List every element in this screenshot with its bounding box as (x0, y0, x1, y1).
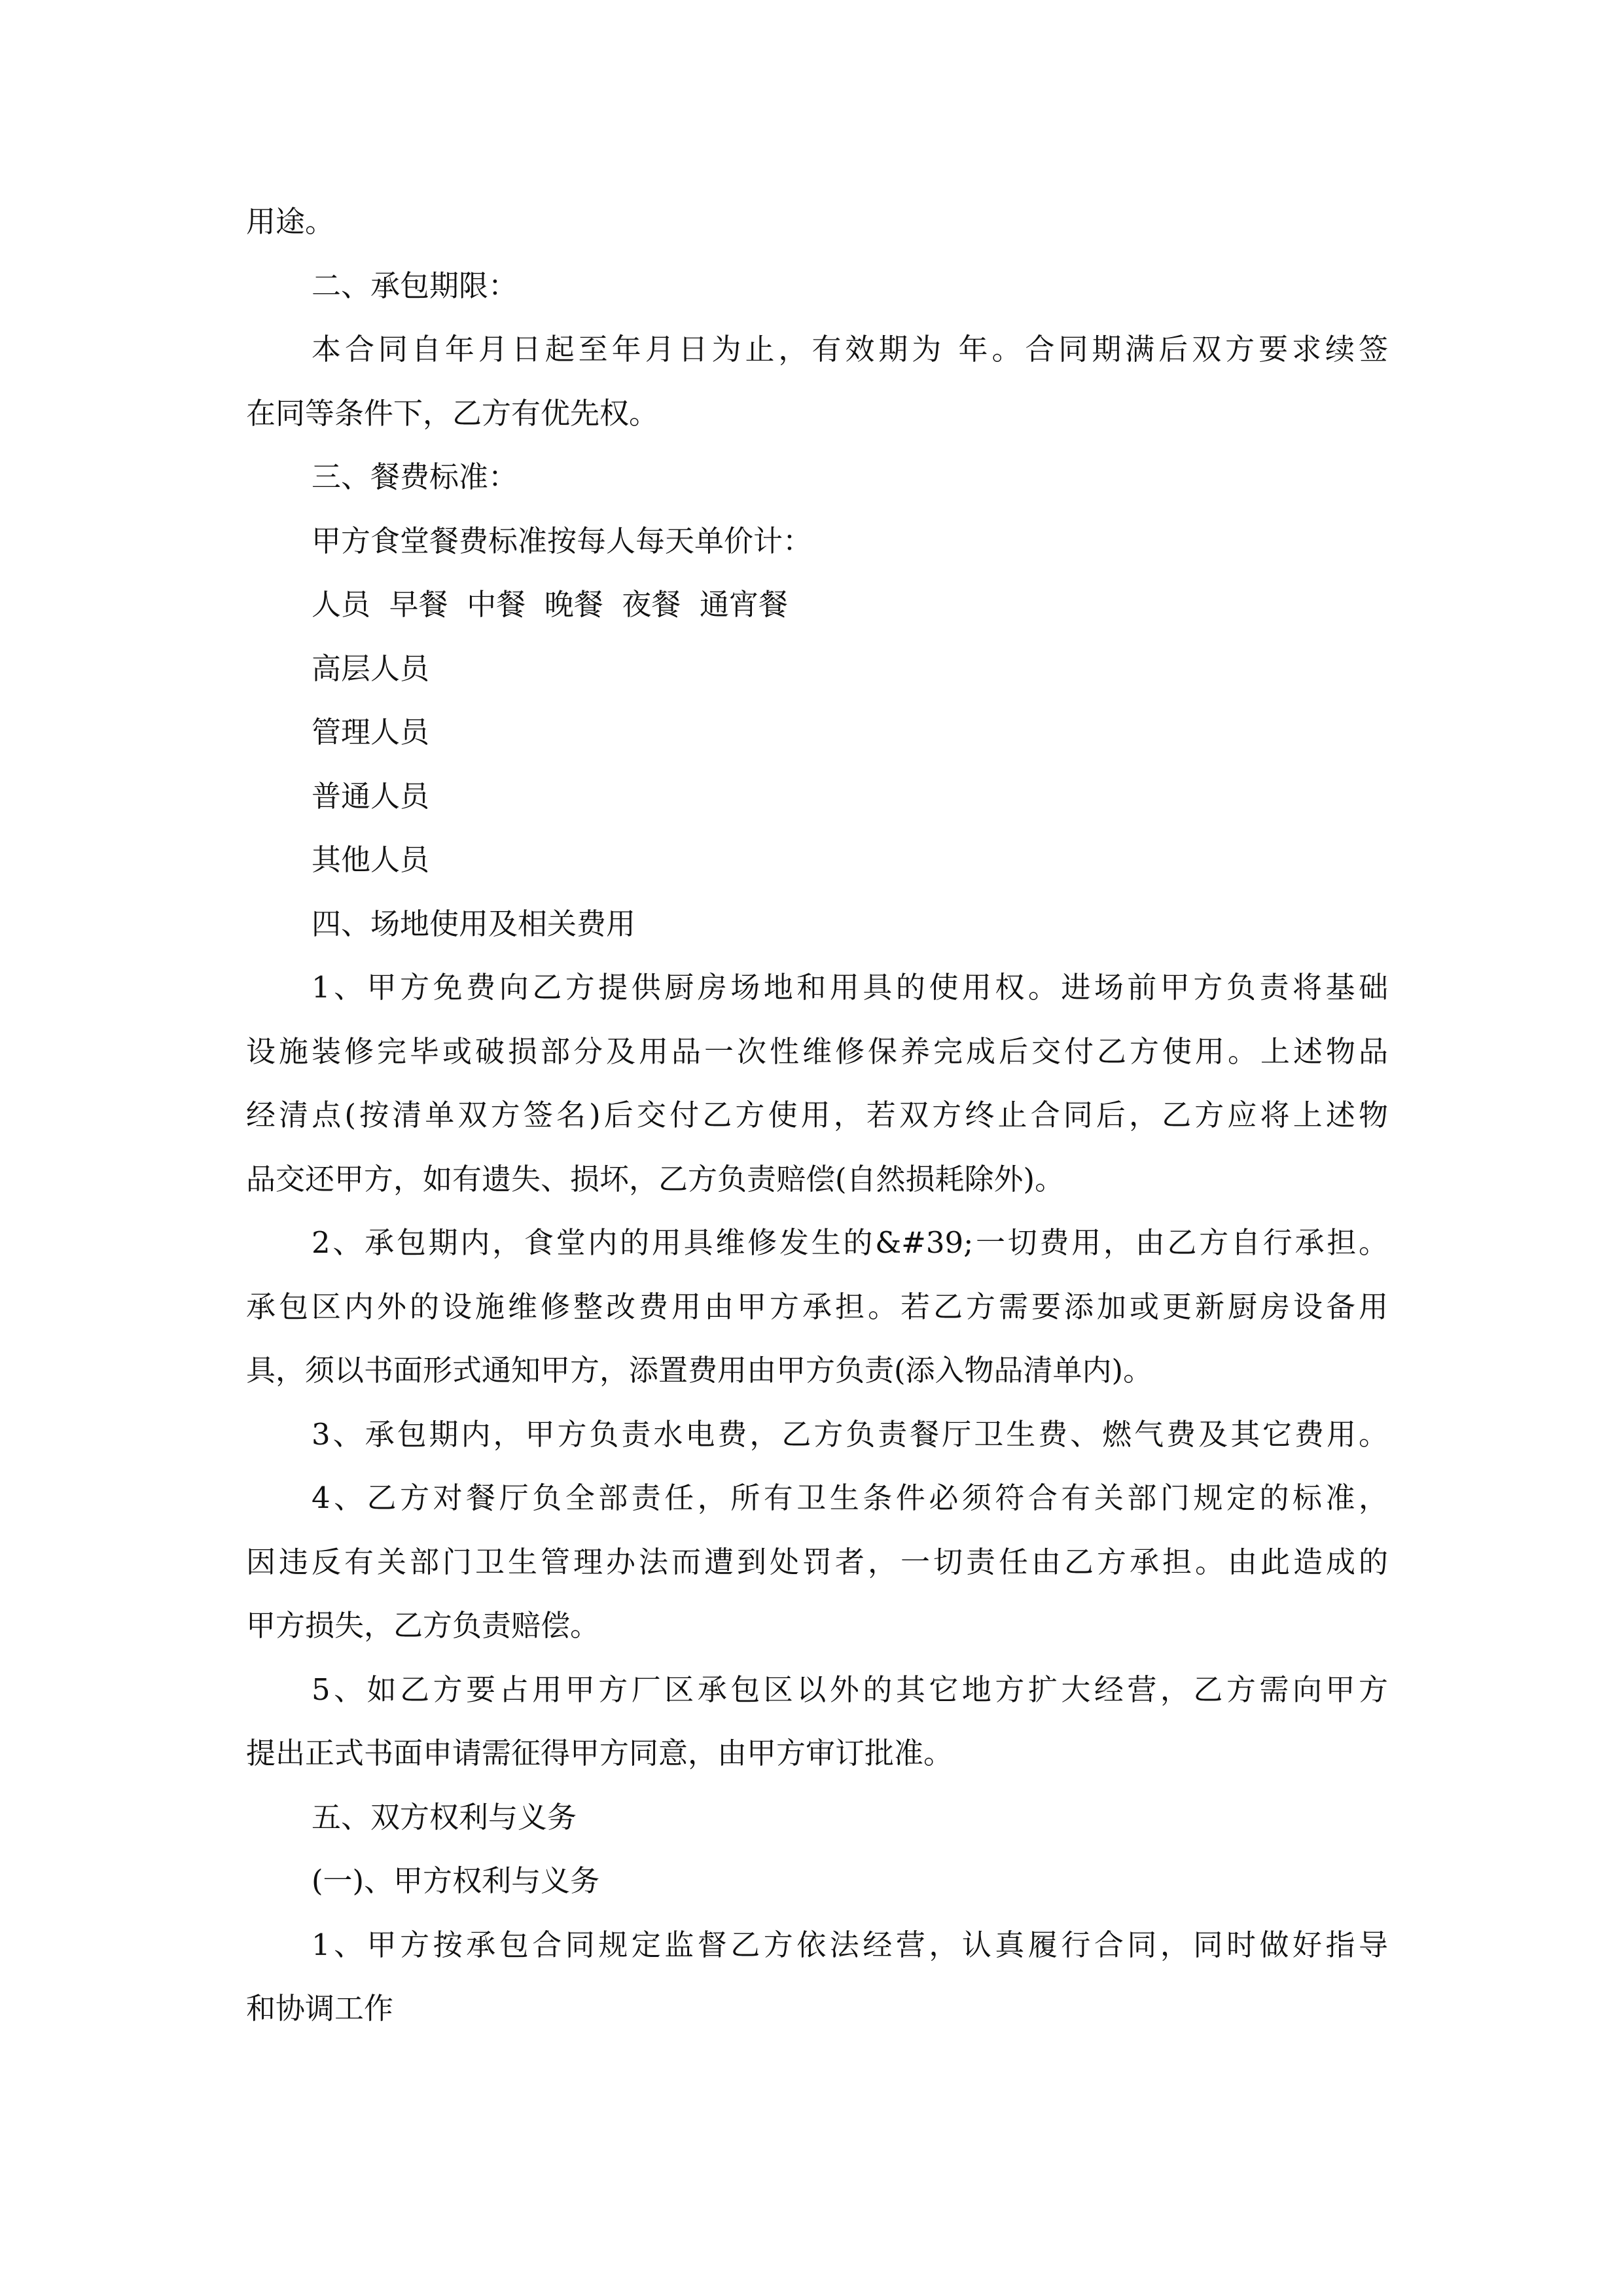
text-line: 设施装修完毕或破损部分及用品一次性维修保养完成后交付乙方使用。上述物品 (246, 1033, 1388, 1069)
text-line: 1、甲方按承包合同规定监督乙方依法经营，认真履行合同，同时做好指导 (312, 1927, 1388, 1962)
text-line: 和协调工作 (246, 1991, 394, 2026)
text-line: 5、如乙方要占用甲方厂区承包区以外的其它地方扩大经营，乙方需向甲方 (312, 1672, 1388, 1707)
text-line: 品交还甲方，如有遗失、损坏，乙方负责赔偿(自然损耗除外)。 (246, 1161, 1065, 1196)
text-line: 在同等条件下，乙方有优先权。 (246, 395, 659, 431)
text-line: 甲方食堂餐费标准按每人每天单价计： (312, 523, 813, 558)
text-line: 4、乙方对餐厅负全部责任，所有卫生条件必须符合有关部门规定的标准， (312, 1480, 1388, 1515)
text-line: 普通人员 (312, 778, 430, 814)
text-line: 2、承包期内，食堂内的用具维修发生的&#39;一切费用，由乙方自行承担。 (312, 1225, 1388, 1260)
text-line: 经清点(按清单双方签名)后交付乙方使用，若双方终止合同后，乙方应将上述物 (246, 1098, 1388, 1132)
text-line: 其他人员 (312, 842, 430, 877)
section-heading: 四、场地使用及相关费用 (312, 906, 636, 941)
text-line: 本合同自年月日起至年月日为止，有效期为 年。合同期满后双方要求续签 (312, 332, 1388, 367)
section-heading: 五、双方权利与义务 (312, 1799, 577, 1835)
text-line: 1、甲方免费向乙方提供厨房场地和用具的使用权。进场前甲方负责将基础 (312, 970, 1388, 1005)
text-line: 甲方损失，乙方负责赔偿。 (246, 1608, 600, 1643)
section-heading: 二、承包期限： (312, 268, 518, 303)
text-line: 提出正式书面申请需征得甲方同意，由甲方审订批准。 (246, 1736, 954, 1770)
text-line: 因违反有关部门卫生管理办法而遭到处罚者，一切责任由乙方承担。由此造成的 (246, 1544, 1388, 1579)
text-line: 用途。 (246, 204, 335, 239)
text-line: 具，须以书面形式通知甲方，添置费用由甲方负责(添入物品清单内)。 (246, 1353, 1153, 1388)
document-page (246, 190, 1388, 2041)
subsection-heading: (一)、甲方权利与义务 (312, 1863, 600, 1898)
text-line: 人员 早餐 中餐 晚餐 夜餐 通宵餐 (312, 587, 789, 622)
text-line: 管理人员 (312, 715, 430, 749)
text-line: 承包区内外的设施维修整改费用由甲方承担。若乙方需要添加或更新厨房设备用 (246, 1289, 1388, 1324)
text-line: 高层人员 (312, 651, 430, 686)
text-line: 3、承包期内，甲方负责水电费，乙方负责餐厅卫生费、燃气费及其它费用。 (312, 1416, 1388, 1452)
section-heading: 三、餐费标准： (312, 459, 518, 494)
